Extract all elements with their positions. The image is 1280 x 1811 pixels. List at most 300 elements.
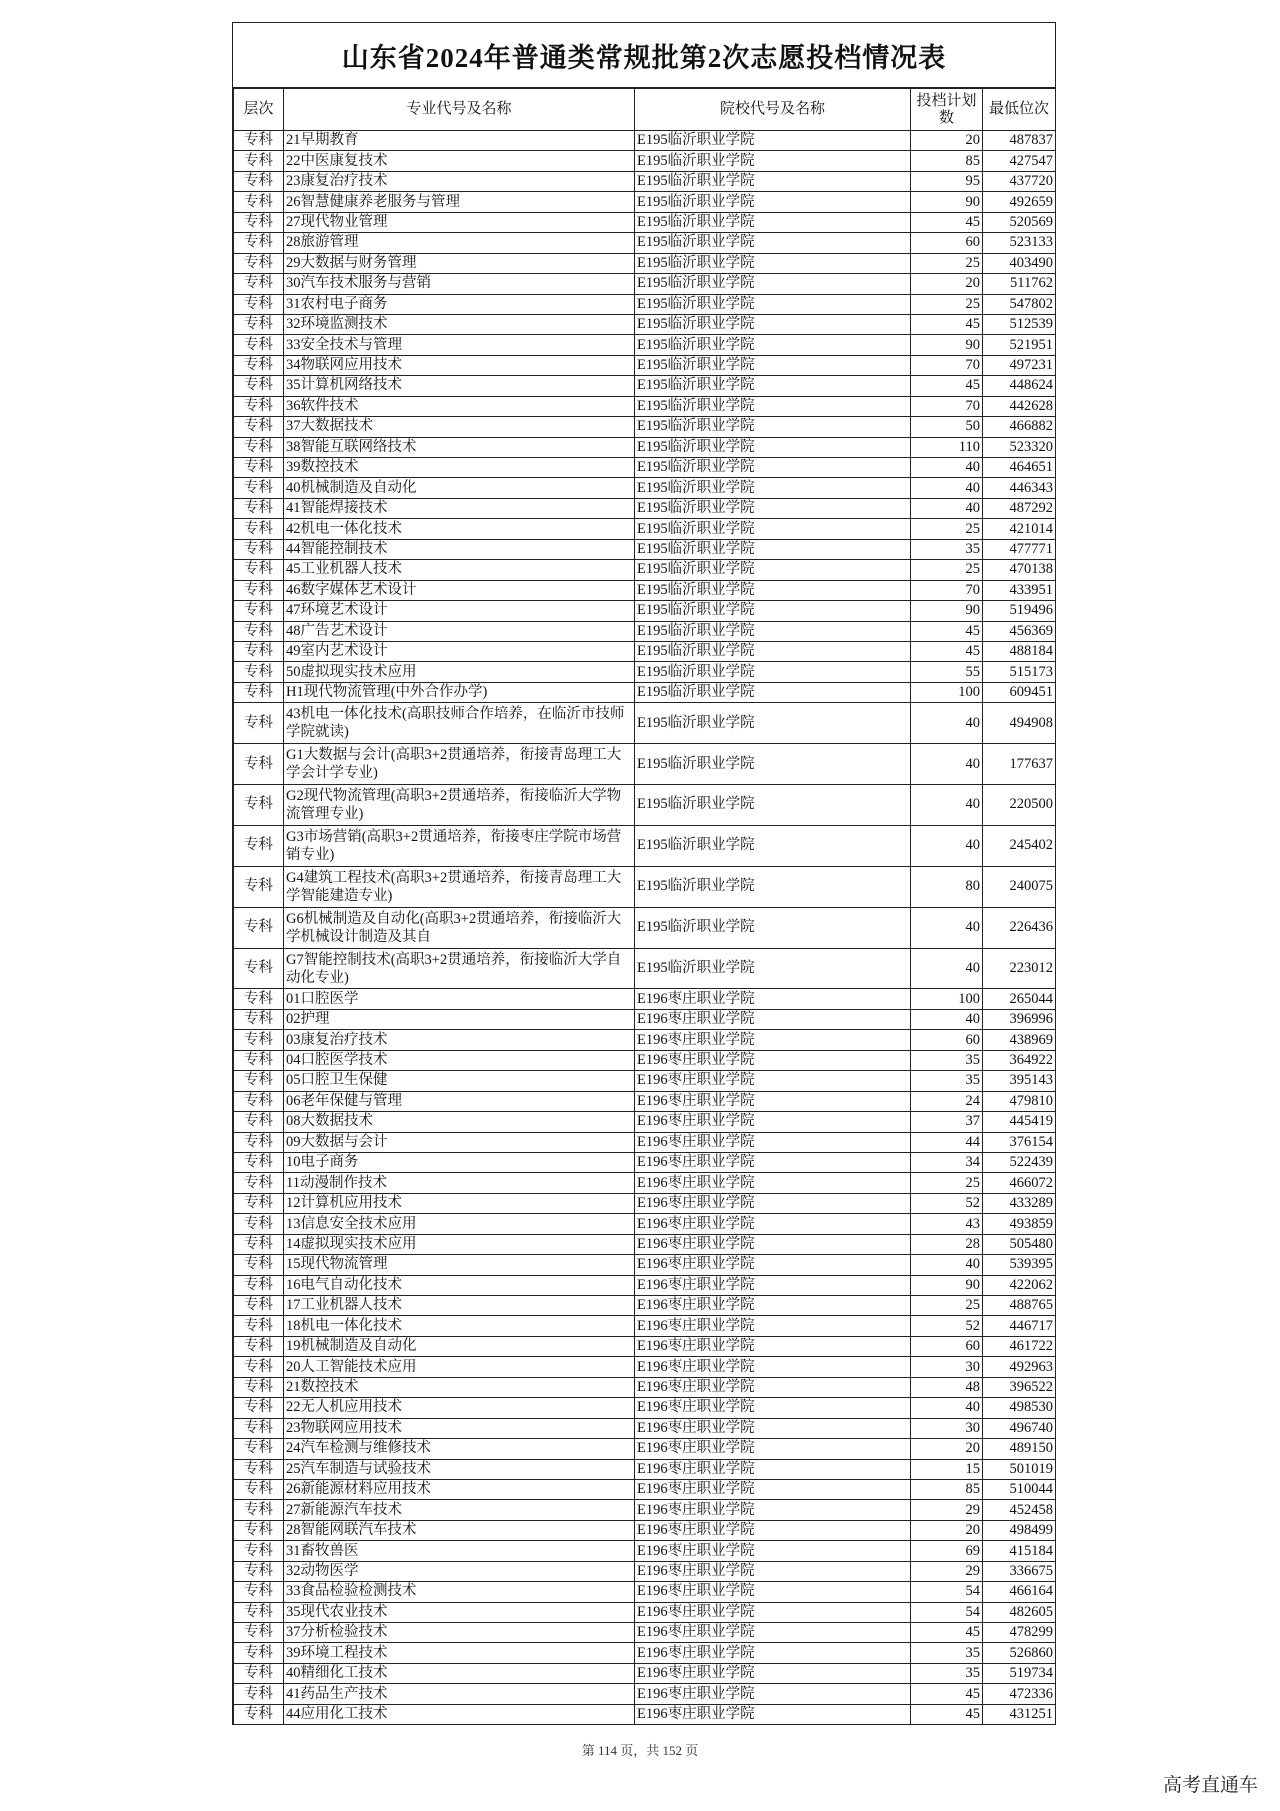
cell-plan: 45 <box>911 212 983 232</box>
cell-tier: 专科 <box>234 641 284 661</box>
cell-major: 37大数据技术 <box>284 417 635 437</box>
cell-plan: 20 <box>911 1520 983 1540</box>
cell-tier: 专科 <box>234 314 284 334</box>
cell-tier: 专科 <box>234 1193 284 1213</box>
cell-plan: 60 <box>911 1336 983 1356</box>
cell-school: E195临沂职业学院 <box>635 519 911 539</box>
cell-rank: 446343 <box>983 478 1056 498</box>
cell-tier: 专科 <box>234 948 284 989</box>
table-row <box>234 1704 1056 1724</box>
header-school: 院校代号及名称 <box>635 89 911 131</box>
table-row <box>234 641 1056 661</box>
cell-plan: 40 <box>911 498 983 518</box>
cell-tier: 专科 <box>234 192 284 212</box>
cell-major: 32环境监测技术 <box>284 314 635 334</box>
cell-major: 12计算机应用技术 <box>284 1193 635 1213</box>
cell-school: E195临沂职业学院 <box>635 212 911 232</box>
cell-plan: 25 <box>911 560 983 580</box>
cell-school: E195临沂职业学院 <box>635 151 911 171</box>
cell-school: E196枣庄职业学院 <box>635 1398 911 1418</box>
cell-major: 09大数据与会计 <box>284 1132 635 1152</box>
table-row <box>234 171 1056 191</box>
cell-rank: 519734 <box>983 1663 1056 1683</box>
cell-plan: 60 <box>911 233 983 253</box>
cell-major: 21数控技术 <box>284 1377 635 1397</box>
cell-plan: 44 <box>911 1132 983 1152</box>
cell-rank: 505480 <box>983 1234 1056 1254</box>
cell-major: 13信息安全技术应用 <box>284 1214 635 1234</box>
cell-school: E195临沂职业学院 <box>635 314 911 334</box>
table-row <box>234 131 1056 151</box>
cell-tier: 专科 <box>234 1091 284 1111</box>
cell-tier: 专科 <box>234 703 284 744</box>
table-row <box>234 498 1056 518</box>
cell-tier: 专科 <box>234 1296 284 1316</box>
cell-rank: 496740 <box>983 1418 1056 1438</box>
cell-school: E196枣庄职业学院 <box>635 1479 911 1499</box>
cell-rank: 512539 <box>983 314 1056 334</box>
table-row <box>234 989 1056 1009</box>
cell-rank: 493859 <box>983 1214 1056 1234</box>
cell-tier: 专科 <box>234 1275 284 1295</box>
cell-school: E196枣庄职业学院 <box>635 1602 911 1622</box>
cell-plan: 20 <box>911 274 983 294</box>
cell-plan: 60 <box>911 1030 983 1050</box>
cell-school: E195临沂职业学院 <box>635 785 911 826</box>
cell-plan: 80 <box>911 866 983 907</box>
cell-major: 32动物医学 <box>284 1561 635 1581</box>
cell-rank: 438969 <box>983 1030 1056 1050</box>
cell-school: E196枣庄职业学院 <box>635 1030 911 1050</box>
cell-school: E195临沂职业学院 <box>635 437 911 457</box>
cell-plan: 85 <box>911 1479 983 1499</box>
cell-school: E196枣庄职业学院 <box>635 1173 911 1193</box>
cell-plan: 54 <box>911 1582 983 1602</box>
cell-tier: 专科 <box>234 233 284 253</box>
cell-tier: 专科 <box>234 866 284 907</box>
cell-plan: 45 <box>911 314 983 334</box>
cell-rank: 461722 <box>983 1336 1056 1356</box>
cell-tier: 专科 <box>234 785 284 826</box>
cell-school: E196枣庄职业学院 <box>635 1643 911 1663</box>
cell-tier: 专科 <box>234 1234 284 1254</box>
cell-plan: 40 <box>911 948 983 989</box>
cell-tier: 专科 <box>234 560 284 580</box>
cell-tier: 专科 <box>234 1377 284 1397</box>
cell-major: 26新能源材料应用技术 <box>284 1479 635 1499</box>
cell-plan: 45 <box>911 1684 983 1704</box>
cell-rank: 240075 <box>983 866 1056 907</box>
cell-school: E195临沂职业学院 <box>635 253 911 273</box>
cell-rank: 442628 <box>983 396 1056 416</box>
cell-major: 17工业机器人技术 <box>284 1296 635 1316</box>
cell-rank: 376154 <box>983 1132 1056 1152</box>
table-row <box>234 335 1056 355</box>
cell-rank: 470138 <box>983 560 1056 580</box>
cell-major: 29大数据与财务管理 <box>284 253 635 273</box>
table-row <box>234 682 1056 702</box>
cell-rank: 446717 <box>983 1316 1056 1336</box>
table-row <box>234 1663 1056 1683</box>
cell-major: G6机械制造及自动化(高职3+2贯通培养，衔接临沂大学机械设计制造及其自 <box>284 907 635 948</box>
cell-plan: 95 <box>911 171 983 191</box>
cell-school: E196枣庄职业学院 <box>635 1214 911 1234</box>
cell-rank: 523320 <box>983 437 1056 457</box>
table-row <box>234 1541 1056 1561</box>
cell-school: E196枣庄职业学院 <box>635 1561 911 1581</box>
cell-school: E196枣庄职业学院 <box>635 1316 911 1336</box>
cell-major: 39数控技术 <box>284 458 635 478</box>
header-rank: 最低位次 <box>983 89 1056 131</box>
table-row <box>234 1152 1056 1172</box>
table-row <box>234 274 1056 294</box>
cell-major: G1大数据与会计(高职3+2贯通培养，衔接青岛理工大学会计学专业) <box>284 744 635 785</box>
cell-rank: 452458 <box>983 1500 1056 1520</box>
cell-major: 35计算机网络技术 <box>284 376 635 396</box>
cell-tier: 专科 <box>234 621 284 641</box>
cell-school: E195临沂职业学院 <box>635 458 911 478</box>
cell-rank: 396522 <box>983 1377 1056 1397</box>
cell-school: E196枣庄职业学院 <box>635 1296 911 1316</box>
cell-school: E196枣庄职业学院 <box>635 1439 911 1459</box>
cell-rank: 523133 <box>983 233 1056 253</box>
cell-school: E196枣庄职业学院 <box>635 1582 911 1602</box>
cell-tier: 专科 <box>234 1030 284 1050</box>
cell-plan: 70 <box>911 580 983 600</box>
table-row <box>234 560 1056 580</box>
cell-rank: 510044 <box>983 1479 1056 1499</box>
cell-tier: 专科 <box>234 171 284 191</box>
cell-school: E195临沂职业学院 <box>635 662 911 682</box>
cell-school: E195临沂职业学院 <box>635 274 911 294</box>
table-row <box>234 253 1056 273</box>
table-row <box>234 907 1056 948</box>
table-row <box>234 355 1056 375</box>
cell-tier: 专科 <box>234 744 284 785</box>
cell-major: H1现代物流管理(中外合作办学) <box>284 682 635 702</box>
cell-plan: 50 <box>911 417 983 437</box>
cell-tier: 专科 <box>234 437 284 457</box>
cell-major: 44应用化工技术 <box>284 1704 635 1724</box>
cell-school: E195临沂职业学院 <box>635 866 911 907</box>
cell-major: G3市场营销(高职3+2贯通培养，衔接枣庄学院市场营销专业) <box>284 825 635 866</box>
cell-tier: 专科 <box>234 335 284 355</box>
cell-tier: 专科 <box>234 294 284 314</box>
cell-rank: 177637 <box>983 744 1056 785</box>
cell-rank: 522439 <box>983 1152 1056 1172</box>
cell-tier: 专科 <box>234 1112 284 1132</box>
cell-plan: 35 <box>911 1643 983 1663</box>
cell-major: 46数字媒体艺术设计 <box>284 580 635 600</box>
cell-major: 27现代物业管理 <box>284 212 635 232</box>
cell-major: G4建筑工程技术(高职3+2贯通培养，衔接青岛理工大学智能建造专业) <box>284 866 635 907</box>
cell-school: E196枣庄职业学院 <box>635 1520 911 1540</box>
cell-major: 05口腔卫生保健 <box>284 1071 635 1091</box>
cell-school: E195临沂职业学院 <box>635 396 911 416</box>
table-row <box>234 417 1056 437</box>
cell-rank: 415184 <box>983 1541 1056 1561</box>
cell-tier: 专科 <box>234 1132 284 1152</box>
cell-school: E196枣庄职业学院 <box>635 1091 911 1111</box>
cell-school: E196枣庄职业学院 <box>635 1623 911 1643</box>
cell-school: E195临沂职业学院 <box>635 498 911 518</box>
table-row <box>234 1582 1056 1602</box>
cell-tier: 专科 <box>234 1459 284 1479</box>
cell-plan: 90 <box>911 1275 983 1295</box>
cell-plan: 45 <box>911 621 983 641</box>
cell-plan: 43 <box>911 1214 983 1234</box>
cell-major: 25汽车制造与试验技术 <box>284 1459 635 1479</box>
cell-rank: 515173 <box>983 662 1056 682</box>
cell-tier: 专科 <box>234 1582 284 1602</box>
table-row <box>234 539 1056 559</box>
table-row <box>234 1009 1056 1029</box>
cell-plan: 54 <box>911 1602 983 1622</box>
cell-plan: 100 <box>911 682 983 702</box>
table-row <box>234 1234 1056 1254</box>
cell-tier: 专科 <box>234 1561 284 1581</box>
table-row <box>234 580 1056 600</box>
cell-tier: 专科 <box>234 498 284 518</box>
cell-major: 31畜牧兽医 <box>284 1541 635 1561</box>
cell-tier: 专科 <box>234 1479 284 1499</box>
cell-rank: 511762 <box>983 274 1056 294</box>
cell-major: G2现代物流管理(高职3+2贯通培养，衔接临沂大学物流管理专业) <box>284 785 635 826</box>
cell-major: 41药品生产技术 <box>284 1684 635 1704</box>
cell-school: E195临沂职业学院 <box>635 294 911 314</box>
table-row <box>234 1602 1056 1622</box>
cell-rank: 336675 <box>983 1561 1056 1581</box>
cell-school: E196枣庄职业学院 <box>635 1193 911 1213</box>
table-row <box>234 1336 1056 1356</box>
cell-plan: 37 <box>911 1112 983 1132</box>
cell-rank: 433289 <box>983 1193 1056 1213</box>
cell-major: 23康复治疗技术 <box>284 171 635 191</box>
cell-school: E195临沂职业学院 <box>635 948 911 989</box>
cell-plan: 70 <box>911 396 983 416</box>
cell-plan: 35 <box>911 539 983 559</box>
cell-tier: 专科 <box>234 1643 284 1663</box>
cell-major: 08大数据技术 <box>284 1112 635 1132</box>
cell-major: 20人工智能技术应用 <box>284 1357 635 1377</box>
cell-school: E195临沂职业学院 <box>635 171 911 191</box>
cell-plan: 40 <box>911 458 983 478</box>
table-row <box>234 376 1056 396</box>
table-row <box>234 1275 1056 1295</box>
cell-tier: 专科 <box>234 151 284 171</box>
table-row <box>234 1377 1056 1397</box>
cell-rank: 489150 <box>983 1439 1056 1459</box>
cell-rank: 466164 <box>983 1582 1056 1602</box>
table-row <box>234 825 1056 866</box>
table-row <box>234 1132 1056 1152</box>
cell-plan: 110 <box>911 437 983 457</box>
cell-major: 43机电一体化技术(高职技师合作培养，在临沂市技师学院就读) <box>284 703 635 744</box>
cell-school: E196枣庄职业学院 <box>635 1255 911 1275</box>
cell-tier: 专科 <box>234 1357 284 1377</box>
cell-school: E195临沂职业学院 <box>635 703 911 744</box>
table-row <box>234 1479 1056 1499</box>
cell-tier: 专科 <box>234 1418 284 1438</box>
cell-tier: 专科 <box>234 478 284 498</box>
cell-tier: 专科 <box>234 253 284 273</box>
cell-rank: 487292 <box>983 498 1056 518</box>
table-row <box>234 233 1056 253</box>
cell-tier: 专科 <box>234 274 284 294</box>
cell-major: 39环境工程技术 <box>284 1643 635 1663</box>
cell-rank: 265044 <box>983 989 1056 1009</box>
cell-rank: 539395 <box>983 1255 1056 1275</box>
cell-tier: 专科 <box>234 1050 284 1070</box>
cell-plan: 29 <box>911 1500 983 1520</box>
table-row <box>234 1561 1056 1581</box>
cell-rank: 223012 <box>983 948 1056 989</box>
table-row <box>234 1173 1056 1193</box>
table-header-row <box>234 89 1056 131</box>
table-row <box>234 1418 1056 1438</box>
cell-plan: 52 <box>911 1316 983 1336</box>
cell-tier: 专科 <box>234 1602 284 1622</box>
cell-rank: 492963 <box>983 1357 1056 1377</box>
cell-plan: 45 <box>911 1623 983 1643</box>
cell-plan: 90 <box>911 335 983 355</box>
cell-school: E195临沂职业学院 <box>635 335 911 355</box>
table-row <box>234 601 1056 621</box>
document-title: 山东省2024年普通类常规批第2次志愿投档情况表 <box>233 23 1055 88</box>
table-row <box>234 1214 1056 1234</box>
cell-tier: 专科 <box>234 1541 284 1561</box>
cell-plan: 24 <box>911 1091 983 1111</box>
table-row <box>234 519 1056 539</box>
cell-plan: 25 <box>911 519 983 539</box>
cell-major: 15现代物流管理 <box>284 1255 635 1275</box>
cell-tier: 专科 <box>234 1336 284 1356</box>
cell-tier: 专科 <box>234 376 284 396</box>
cell-school: E195临沂职业学院 <box>635 601 911 621</box>
cell-major: 40机械制造及自动化 <box>284 478 635 498</box>
cell-major: 41智能焊接技术 <box>284 498 635 518</box>
cell-rank: 464651 <box>983 458 1056 478</box>
table-row <box>234 1357 1056 1377</box>
cell-major: 48广告艺术设计 <box>284 621 635 641</box>
cell-tier: 专科 <box>234 1704 284 1724</box>
cell-plan: 40 <box>911 703 983 744</box>
cell-tier: 专科 <box>234 682 284 702</box>
cell-school: E195临沂职业学院 <box>635 376 911 396</box>
header-major: 专业代号及名称 <box>284 89 635 131</box>
cell-rank: 448624 <box>983 376 1056 396</box>
cell-rank: 403490 <box>983 253 1056 273</box>
cell-tier: 专科 <box>234 1398 284 1418</box>
cell-tier: 专科 <box>234 355 284 375</box>
cell-rank: 547802 <box>983 294 1056 314</box>
cell-major: 49室内艺术设计 <box>284 641 635 661</box>
table-row <box>234 1071 1056 1091</box>
cell-rank: 478299 <box>983 1623 1056 1643</box>
cell-major: 37分析检验技术 <box>284 1623 635 1643</box>
cell-tier: 专科 <box>234 907 284 948</box>
cell-school: E196枣庄职业学院 <box>635 1541 911 1561</box>
cell-plan: 30 <box>911 1357 983 1377</box>
cell-school: E195临沂职业学院 <box>635 580 911 600</box>
cell-tier: 专科 <box>234 212 284 232</box>
cell-tier: 专科 <box>234 458 284 478</box>
cell-rank: 456369 <box>983 621 1056 641</box>
cell-major: 10电子商务 <box>284 1152 635 1172</box>
cell-tier: 专科 <box>234 1520 284 1540</box>
table-row <box>234 1050 1056 1070</box>
cell-major: 34物联网应用技术 <box>284 355 635 375</box>
cell-tier: 专科 <box>234 1214 284 1234</box>
cell-tier: 专科 <box>234 1663 284 1683</box>
admission-table-document <box>232 22 1056 1725</box>
cell-tier: 专科 <box>234 662 284 682</box>
cell-rank: 421014 <box>983 519 1056 539</box>
cell-plan: 52 <box>911 1193 983 1213</box>
table-row <box>234 744 1056 785</box>
table-row <box>234 1316 1056 1336</box>
cell-rank: 226436 <box>983 907 1056 948</box>
table-row <box>234 1500 1056 1520</box>
cell-rank: 245402 <box>983 825 1056 866</box>
cell-rank: 526860 <box>983 1643 1056 1663</box>
cell-school: E195临沂职业学院 <box>635 560 911 580</box>
cell-plan: 55 <box>911 662 983 682</box>
cell-plan: 90 <box>911 601 983 621</box>
cell-plan: 30 <box>911 1418 983 1438</box>
cell-plan: 45 <box>911 376 983 396</box>
cell-rank: 497231 <box>983 355 1056 375</box>
cell-plan: 35 <box>911 1663 983 1683</box>
cell-major: 11动漫制作技术 <box>284 1173 635 1193</box>
table-row <box>234 703 1056 744</box>
cell-major: 40精细化工技术 <box>284 1663 635 1683</box>
table-row <box>234 151 1056 171</box>
cell-major: 26智慧健康养老服务与管理 <box>284 192 635 212</box>
cell-plan: 40 <box>911 825 983 866</box>
cell-plan: 40 <box>911 785 983 826</box>
cell-rank: 501019 <box>983 1459 1056 1479</box>
cell-rank: 488184 <box>983 641 1056 661</box>
cell-rank: 482605 <box>983 1602 1056 1622</box>
cell-tier: 专科 <box>234 1255 284 1275</box>
cell-plan: 25 <box>911 1173 983 1193</box>
table-row <box>234 1193 1056 1213</box>
cell-tier: 专科 <box>234 1500 284 1520</box>
cell-school: E196枣庄职业学院 <box>635 1152 911 1172</box>
cell-school: E196枣庄职业学院 <box>635 1704 911 1724</box>
cell-plan: 40 <box>911 1255 983 1275</box>
table-row <box>234 1439 1056 1459</box>
cell-plan: 25 <box>911 1296 983 1316</box>
cell-tier: 专科 <box>234 825 284 866</box>
cell-rank: 427547 <box>983 151 1056 171</box>
cell-plan: 29 <box>911 1561 983 1581</box>
cell-tier: 专科 <box>234 1152 284 1172</box>
cell-rank: 431251 <box>983 1704 1056 1724</box>
cell-rank: 364922 <box>983 1050 1056 1070</box>
table-row <box>234 1112 1056 1132</box>
cell-school: E196枣庄职业学院 <box>635 1500 911 1520</box>
cell-rank: 488765 <box>983 1296 1056 1316</box>
cell-school: E195临沂职业学院 <box>635 907 911 948</box>
cell-school: E195临沂职业学院 <box>635 417 911 437</box>
cell-major: 16电气自动化技术 <box>284 1275 635 1295</box>
cell-major: 38智能互联网络技术 <box>284 437 635 457</box>
cell-rank: 395143 <box>983 1071 1056 1091</box>
cell-school: E195临沂职业学院 <box>635 621 911 641</box>
cell-major: 04口腔医学技术 <box>284 1050 635 1070</box>
